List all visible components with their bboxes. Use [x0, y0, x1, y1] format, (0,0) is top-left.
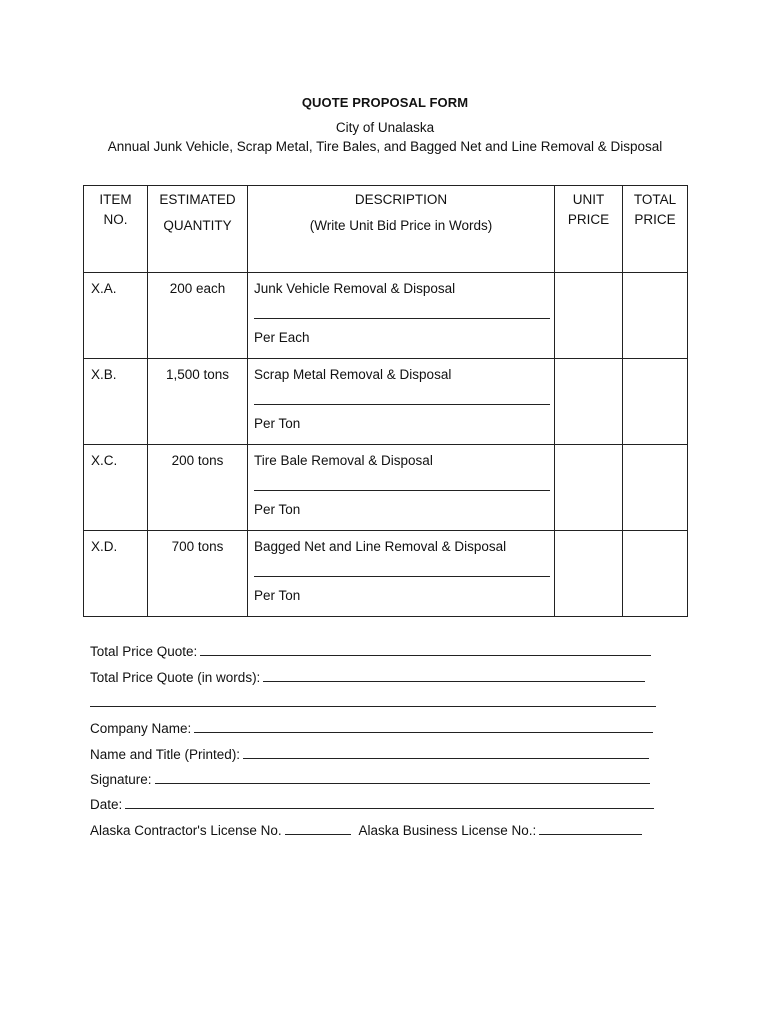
table-row — [84, 445, 688, 531]
header-description: DESCRIPTION (Write Unit Bid Price in Words) — [248, 186, 555, 273]
total-price-words-line-2[interactable] — [90, 694, 656, 707]
item-number: X.B. — [84, 359, 148, 445]
total-price-words-continuation — [90, 694, 656, 711]
business-license-line[interactable] — [539, 822, 642, 835]
table-row — [84, 273, 688, 359]
item-number: X.C. — [84, 445, 148, 531]
unit-bid-words-line[interactable] — [254, 490, 550, 491]
name-title-field — [90, 746, 649, 763]
company-name-label: Company Name: — [90, 721, 192, 736]
project-description: Annual Junk Vehicle, Scrap Metal, Tire Bales, and Bagged Net and Line Removal & Disposal — [107, 139, 663, 154]
total-price-words-label: Total Price Quote (in words): — [90, 670, 261, 685]
table-row — [84, 531, 688, 617]
header-unit-price: UNIT PRICE — [555, 186, 623, 273]
total-price-words-field — [90, 669, 645, 686]
city-name: City of Unalaska — [335, 120, 435, 135]
header-item-no: ITEM NO. — [84, 186, 148, 273]
item-number: X.A. — [84, 273, 148, 359]
item-number: X.D. — [84, 531, 148, 617]
estimated-quantity: 200 tons — [148, 445, 248, 531]
table-header-row — [84, 186, 688, 273]
unit-price-cell[interactable] — [555, 531, 623, 617]
company-name-field — [90, 720, 653, 737]
estimated-quantity: 700 tons — [148, 531, 248, 617]
unit-bid-words-line[interactable] — [254, 404, 550, 405]
total-price-cell[interactable] — [623, 359, 688, 445]
unit-price-cell[interactable] — [555, 445, 623, 531]
signature-field — [90, 771, 650, 788]
description-cell: Tire Bale Removal & Disposal Per Ton — [248, 445, 555, 531]
total-price-cell[interactable] — [623, 445, 688, 531]
unit-bid-words-line[interactable] — [254, 318, 550, 319]
total-price-cell[interactable] — [623, 531, 688, 617]
table-row — [84, 359, 688, 445]
description-cell: Junk Vehicle Removal & Disposal Per Each — [248, 273, 555, 359]
description-cell: Scrap Metal Removal & Disposal Per Ton — [248, 359, 555, 445]
contractor-license-label: Alaska Contractor's License No. — [90, 823, 282, 838]
date-line[interactable] — [125, 796, 654, 809]
form-title: QUOTE PROPOSAL FORM — [301, 95, 469, 110]
date-field — [90, 796, 654, 813]
name-title-label: Name and Title (Printed): — [90, 747, 241, 762]
license-fields — [90, 822, 642, 839]
header-total-price: TOTAL PRICE — [623, 186, 688, 273]
date-label: Date: — [90, 797, 123, 812]
header-estimated-quantity: ESTIMATED QUANTITY — [148, 186, 248, 273]
total-price-cell[interactable] — [623, 273, 688, 359]
unit-bid-words-line[interactable] — [254, 576, 550, 577]
total-price-words-line[interactable] — [263, 669, 645, 682]
company-name-line[interactable] — [194, 720, 653, 733]
business-license-label: Alaska Business License No.: — [358, 823, 537, 838]
total-price-quote-label: Total Price Quote: — [90, 644, 198, 659]
description-cell: Bagged Net and Line Removal & Disposal Per Ton — [248, 531, 555, 617]
total-price-quote-field — [90, 643, 651, 660]
signature-label: Signature: — [90, 772, 152, 787]
name-title-line[interactable] — [243, 746, 649, 759]
contractor-license-line[interactable] — [285, 822, 351, 835]
unit-price-cell[interactable] — [555, 273, 623, 359]
estimated-quantity: 1,500 tons — [148, 359, 248, 445]
signature-line[interactable] — [155, 771, 650, 784]
quote-table — [83, 185, 688, 617]
unit-price-cell[interactable] — [555, 359, 623, 445]
estimated-quantity: 200 each — [148, 273, 248, 359]
total-price-quote-line[interactable] — [200, 643, 651, 656]
